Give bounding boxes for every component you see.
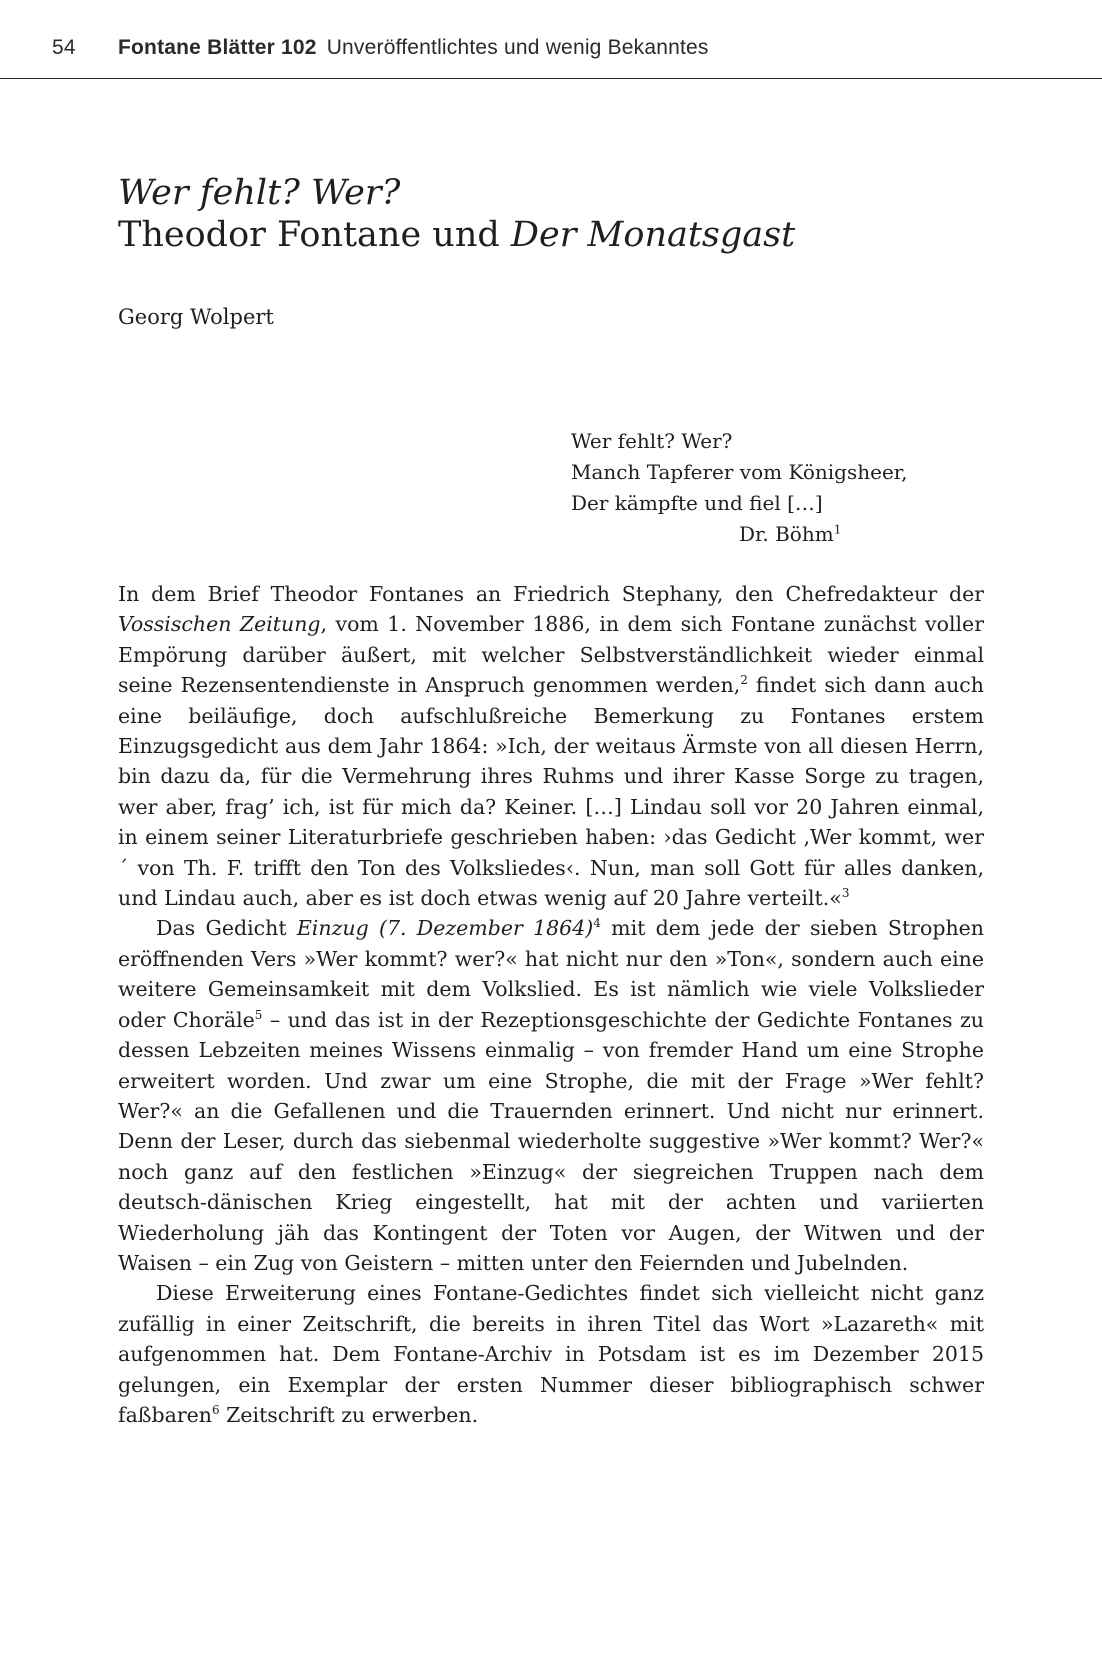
text-run: Das Gedicht bbox=[156, 916, 297, 941]
epigraph-line: Der kämpfte und fiel […] bbox=[571, 491, 823, 515]
italic-title-run: Vossischen Zeitung bbox=[118, 612, 321, 637]
epigraph-source bbox=[571, 519, 908, 550]
running-header bbox=[0, 0, 1102, 79]
footnote-ref: 3 bbox=[841, 886, 850, 901]
text-run: Zeitschrift zu erwerben. bbox=[219, 1402, 479, 1427]
author-name: Georg Wolpert bbox=[118, 305, 274, 329]
title-line-2-prefix: Theodor Fontane und bbox=[118, 215, 511, 255]
title-line-2-italic: Der Monatsgast bbox=[510, 215, 796, 255]
paragraph-2 bbox=[118, 913, 984, 1278]
page-number: 54 bbox=[52, 36, 76, 59]
article-body bbox=[118, 579, 984, 1430]
text-run: mit dem jede der sieben Strophen eröffnenden Vers »Wer kommt? wer?« hat nicht nur den »Ton«, sondern auch eine weitere Gemeinsamkeit mit dem Volkslied. Es ist nämlich wie viele Volkslieder oder Choräle bbox=[118, 916, 984, 1032]
section-name: Unveröffentlichtes und wenig Bekanntes bbox=[326, 36, 709, 59]
paragraph-3 bbox=[118, 1278, 984, 1430]
footnote-ref: 6 bbox=[211, 1403, 220, 1418]
epigraph bbox=[571, 426, 908, 550]
footnote-ref: 1 bbox=[833, 522, 842, 537]
epigraph-source-name: Dr. Böhm bbox=[739, 522, 834, 546]
text-run: – und das ist in der Rezeptionsgeschichte der Gedichte Fontanes zu dessen Lebzeiten meines Wissens einmalig – von fremder Hand um eine Strophe erweitert worden. Und zwar um eine Strophe, die mit der Frage »Wer fehlt? Wer?« an die Gefallenen und die Trauernden erinnert. Und nicht nur erinnert. Denn der Leser, durch das siebenmal wiederholte suggestive »Wer kommt? Wer?« noch ganz auf den festlichen »Einzug« der siegreichen Truppen nach dem deutsch-dänischen Krieg eingestellt, hat mit der achten und variierten Wiederholung jäh das Kontingent der Toten vor Augen, der Witwen und der Waisen – ein Zug von Geistern – mitten unter den Feiernden und Jubelnden. bbox=[118, 1007, 984, 1275]
article-title bbox=[118, 172, 795, 256]
text-run: Diese Erweiterung eines Fontane-Gedichtes findet sich vielleicht nicht ganz zufällig in einer Zeitschrift, die bereits in ihren Titel das Wort »Lazareth« mit aufgenommen hat. Dem Fontane-Archiv in Potsdam ist es im Dezember 2015 gelungen, ein Exemplar der ersten Nummer dieser bibliographisch schwer faßbaren bbox=[118, 1281, 984, 1427]
footnote-ref: 2 bbox=[740, 673, 748, 688]
italic-title-run: Einzug (7. Dezember 1864) bbox=[296, 916, 594, 941]
text-run: , vom 1. November 1886, in dem sich Fontane zunächst voller Empörung darüber äußert, mit welcher Selbstverständlichkeit wieder einmal seine Rezensentendienste in Anspruch genommen werden, bbox=[118, 612, 984, 698]
epigraph-line: Wer fehlt? Wer? bbox=[571, 429, 733, 453]
footnote-ref: 4 bbox=[593, 916, 601, 931]
journal-name: Fontane Blätter 102 bbox=[118, 36, 317, 59]
title-line-1: Wer fehlt? Wer? bbox=[118, 173, 401, 213]
epigraph-line: Manch Tapferer vom Königsheer, bbox=[571, 460, 908, 484]
text-run: findet sich dann auch eine beiläufige, doch aufschlußreiche Bemerkung zu Fontanes erstem Einzugsgedicht aus dem Jahr 1864: »Ich, der weitaus Ärmste von all diesen Herrn, bin dazu da, für die Vermehrung ihres Ruhms und ihrer Kasse Sorge zu tragen, wer aber, frag’ ich, ist für mich da? Keiner. […] Lindau soll vor 20 Jahren einmal, in einem seiner Literaturbriefe geschrieben haben: ›das Gedicht ‚Wer kommt, wer´ von Th. F. trifft den Ton des Volksliedes‹. Nun, man soll Gott für alles danken, und Lindau auch, aber es ist doch etwas wenig auf 20 Jahre verteilt.« bbox=[118, 673, 984, 911]
header-line bbox=[52, 36, 709, 60]
text-run: In dem Brief Theodor Fontanes an Friedrich Stephany, den Chefredakteur der bbox=[118, 582, 984, 606]
paragraph-1 bbox=[118, 579, 984, 913]
footnote-ref: 5 bbox=[254, 1007, 263, 1022]
